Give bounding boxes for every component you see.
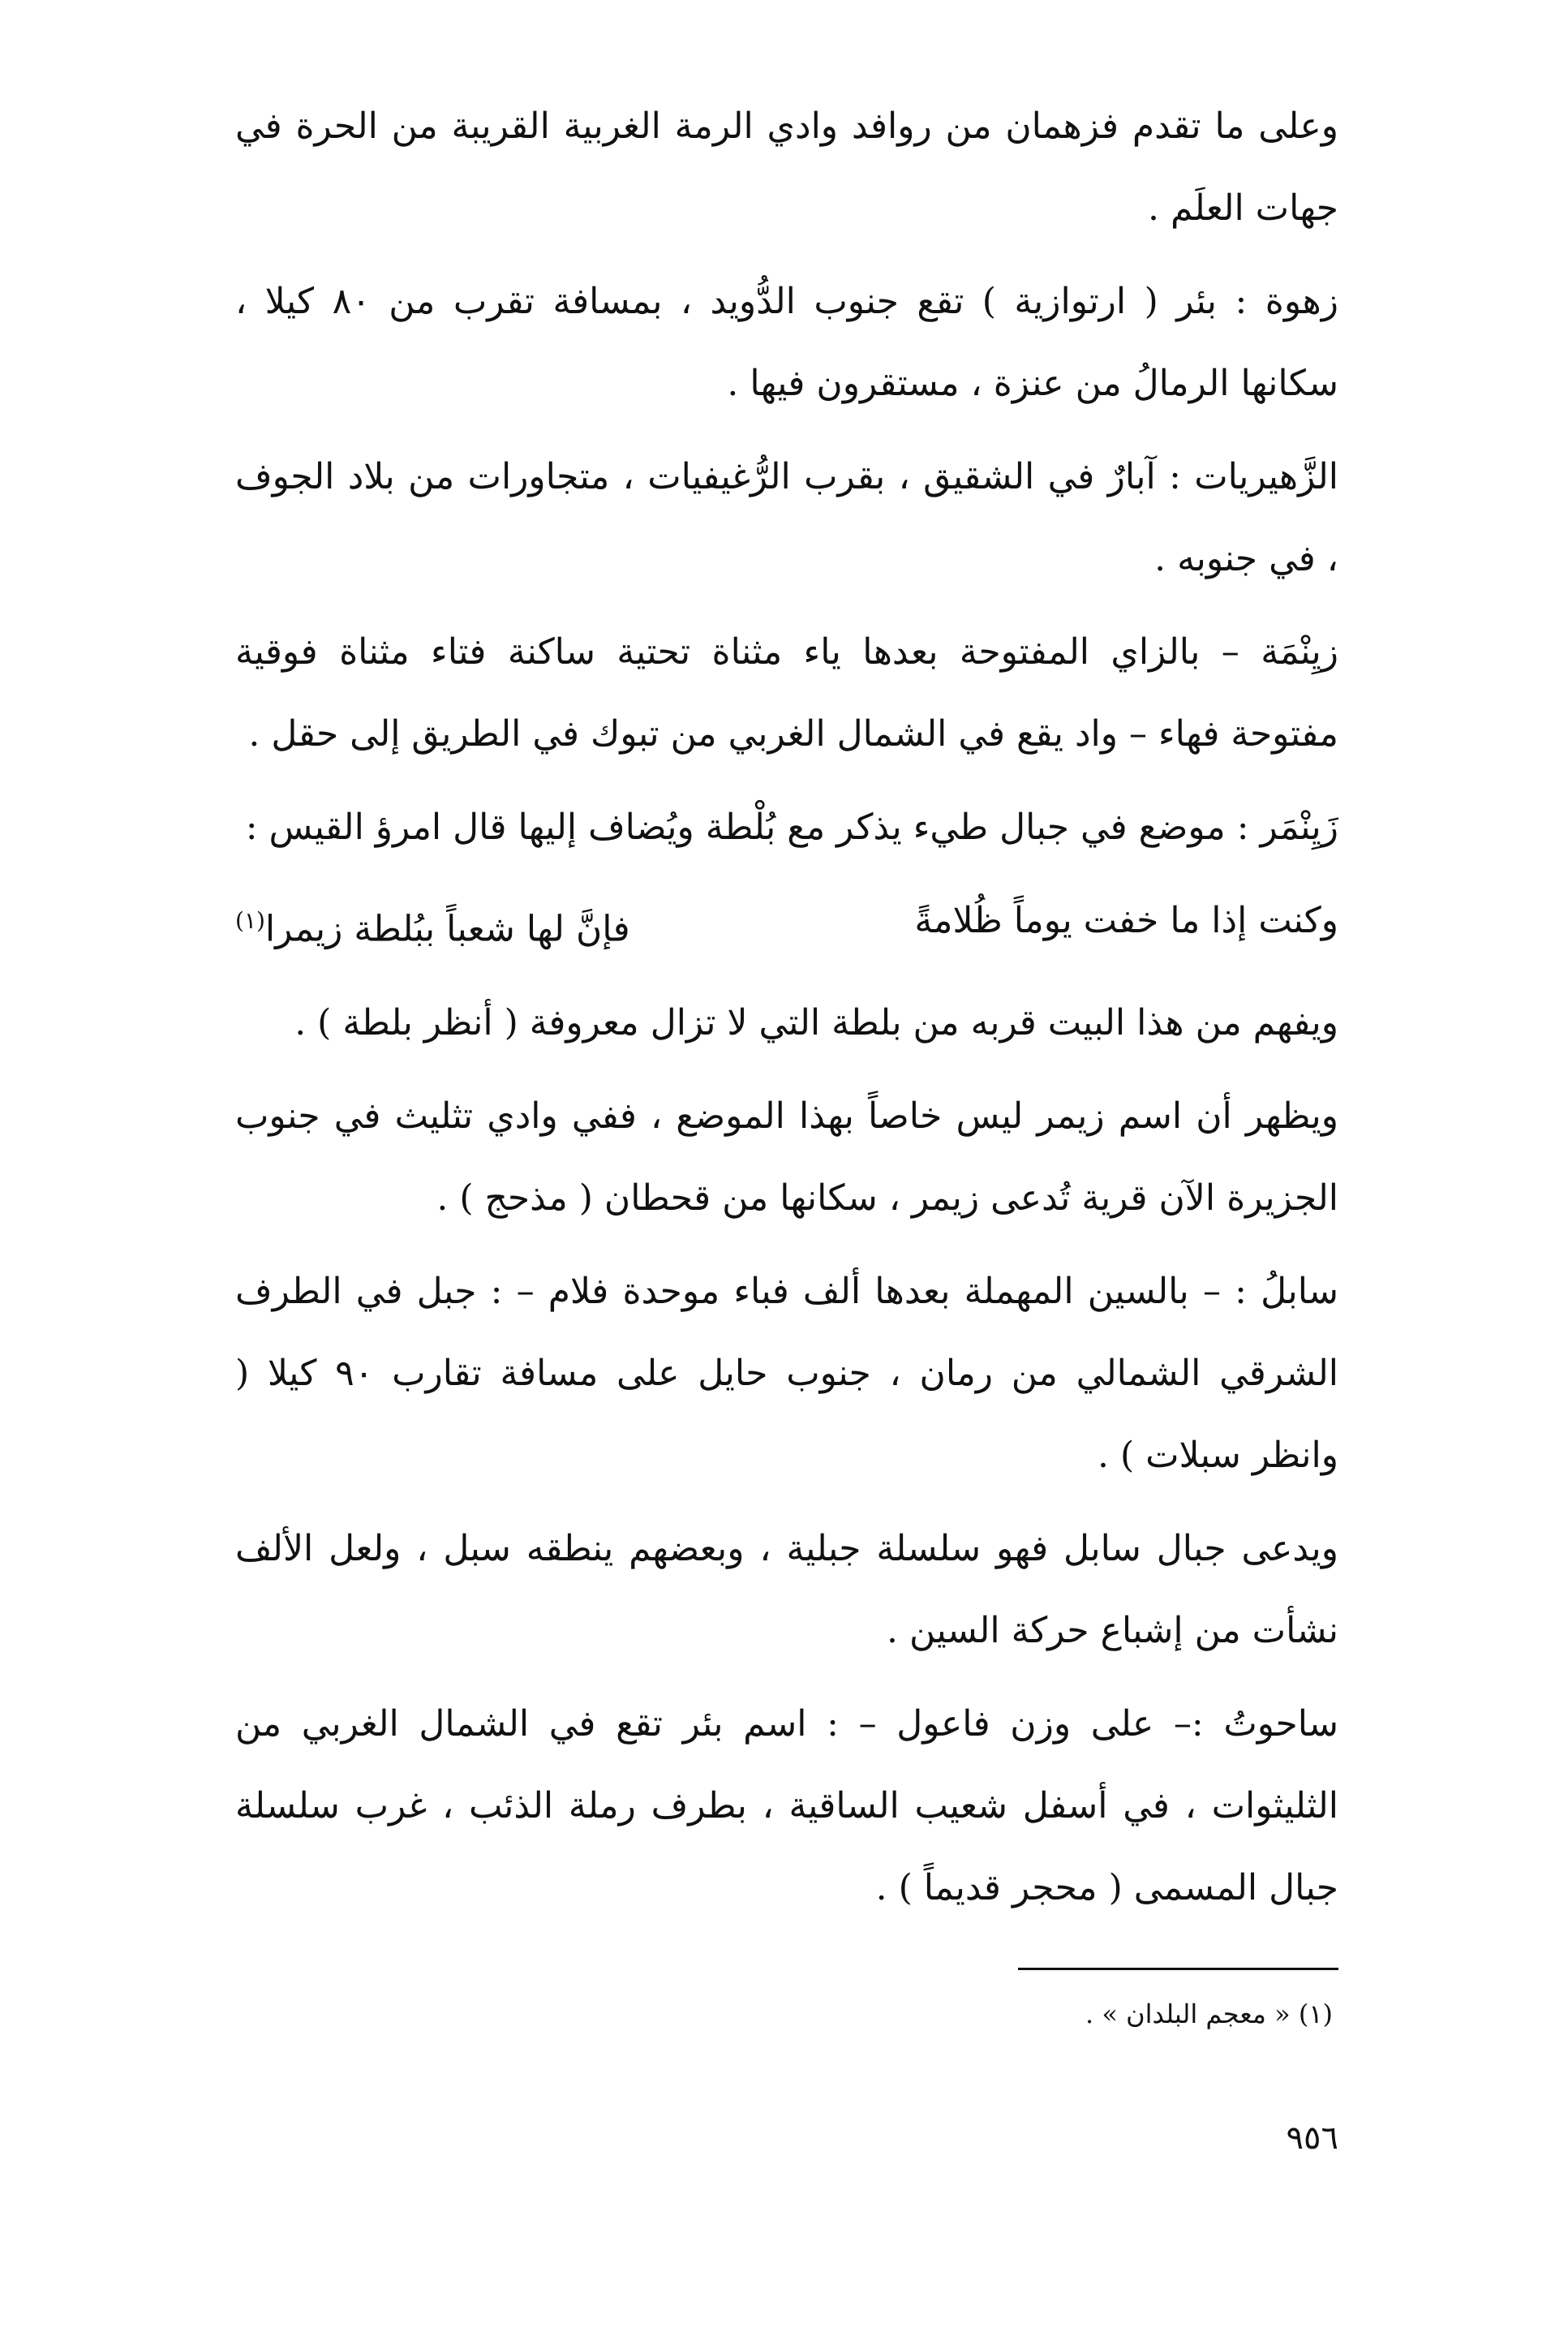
entry-zaytama: زيِنْمَة – بالزاي المفتوحة بعدها ياء مثناة تحتية ساكنة فتاء مثناة فوقية مفتوحة فهاء – واد يقع في الشمال الغربي من تبوك في الطريق إلى حقل . <box>235 631 1338 755</box>
entry-sahut: ساحوتُ :– على وزن فاعول – : اسم بئر تقع في الشمال الغربي من الثليثوات ، في أسفل شعيب الساقية ، بطرف رملة الذئب ، غرب سلسلة جبال المسمى ( محجر قديماً ) . <box>235 1702 1338 1908</box>
entry-zahwa: زهوة : بئر ( ارتوازية ) تقع جنوب الدُّويد ، بمسافة تقرب من ٨٠ كيلا ، سكانها الرمالُ من عنزة ، مستقرون فيها . <box>235 281 1338 404</box>
entry-sabil: سابلُ : – بالسين المهملة بعدها ألف فباء موحدة فلام – : جبل في الطرف الشرقي الشمالي من رمان ، جنوب حايل على مسافة تقارب ٩٠ كيلا ( وانظر سبلات ) . <box>235 1270 1338 1476</box>
footnote: (١) « معجم البلدان » . <box>1085 1999 1333 2029</box>
main-text <box>235 85 1338 1940</box>
paragraph-zahman-continuation: وعلى ما تقدم فزهمان من روافد وادي الرمة الغربية القريبة من الحرة في جهات العلَم . <box>235 105 1338 229</box>
entry-zaymar: زَيِنْمَر : موضع في جبال طيء يذكر مع بُلْطة ويُضاف إليها قال امرؤ القيس : <box>245 807 1338 848</box>
verse-second-hemistich-group <box>235 880 630 970</box>
paragraph-sabil-range: ويدعى جبال سابل فهو سلسلة جبلية ، وبعضهم ينطقه سبل ، ولعل الألف نشأت من إشباع حركة السين . <box>235 1527 1338 1651</box>
paragraph-balta-reference: ويفهم من هذا البيت قربه من بلطة التي لا تزال معروفة ( أنظر بلطة ) . <box>294 1001 1338 1043</box>
footnote-marker: (١) <box>235 907 265 934</box>
verse-first-hemistich: وكنت إذا ما خفت يوماً ظُلامةً <box>914 900 1338 941</box>
footnote-divider <box>1018 1968 1338 1970</box>
paragraph-zaymar-tathlith: ويظهر أن اسم زيمر ليس خاصاً بهذا الموضع ، ففي وادي تثليث في جنوب الجزيرة الآن قرية تُدعى زيمر ، سكانها من قحطان ( مذحج ) . <box>235 1095 1338 1219</box>
verse-second-hemistich: فإنَّ لها شعباً ببُلطة زيمرا <box>264 908 630 950</box>
page-number: ٩٥٦ <box>1286 2119 1338 2157</box>
poem-verse <box>235 880 1338 970</box>
entry-zuhayriyat: الزَّهيريات : آبارٌ في الشقيق ، بقرب الرُّغيفيات ، متجاورات من بلاد الجوف ، في جنوبه . <box>235 456 1338 579</box>
